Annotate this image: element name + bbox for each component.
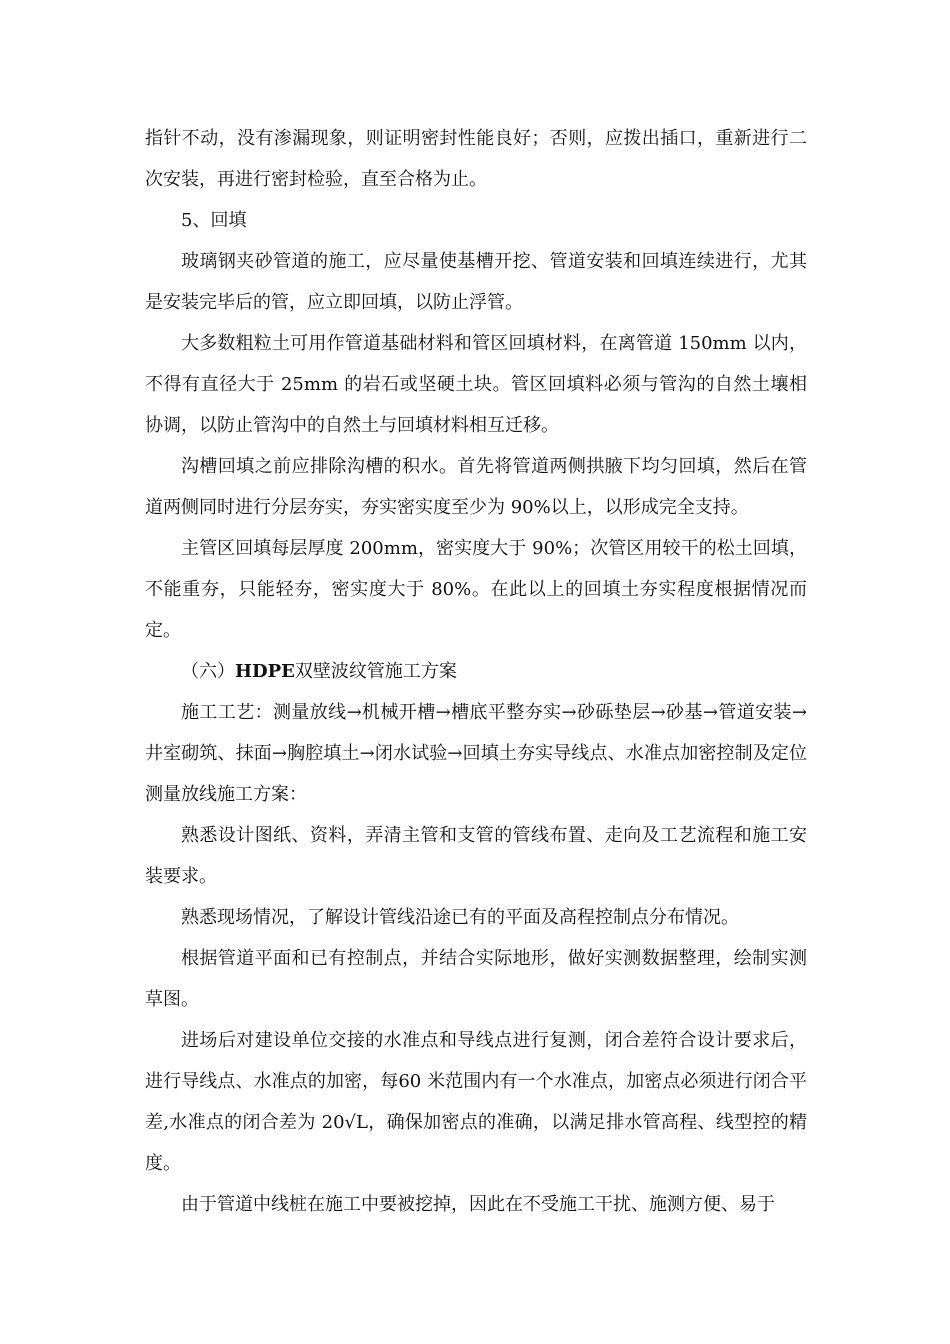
section-heading-backfill: 5、回填 [181,210,247,231]
heading-bold: HDPE [235,661,295,682]
paragraph-backfill-materials: 大多数粗粒土可用作管道基础材料和管区回填材料，在离管道 150mm 以内，不得有直径大于 25mm 的岩石或坚硬土块。管区回填料必须与管沟的自然土壤相协调，以防止管沟中的自然土与回填材料相互迁移。 [145,333,807,436]
paragraph-benchmark-recheck: 进场后对建设单位交接的水准点和导线点进行复测，闭合差符合设计要求后，进行导线点、水准点的加密，每60 米范围内有一个水准点，加密点必须进行闭合平差,水准点的闭合差为 20√L，确保加密点的准确，以满足排水管高程、线型控的精度。 [145,1030,807,1174]
paragraph-process-flow: 施工工艺：测量放线→机械开槽→槽底平整夯实→砂砾垫层→砂基→管道安装→井室砌筑、抹面→胸腔填土→闭水试验→回填土夯实导线点、水准点加密控制及定位测量放线施工方案： [145,702,807,805]
document-body [145,118,807,1225]
paragraph-centerline-stakes: 由于管道中线桩在施工中要被挖掉，因此在不受施工干扰、施测方便、易于 [181,1194,775,1215]
section-heading-hdpe [145,651,807,692]
paragraph-draft-sketch: 根据管道平面和已有控制点，并结合实际地形，做好实测数据整理，绘制实测草图。 [145,948,807,1010]
heading-suffix: 双壁波纹管施工方案 [294,661,457,682]
paragraph-seal-check: 指针不动，没有渗漏现象，则证明密封性能良好；否则，应拨出插口，重新进行二次安装，再进行密封检验，直至合格为止。 [145,128,807,190]
paragraph-compaction-layers: 主管区回填每层厚度 200mm，密实度大于 90%；次管区用较干的松土回填，不能重夯，只能轻夯，密实度大于 80%。在此以上的回填土夯实程度根据情况而定。 [145,538,807,641]
paragraph-site-survey: 熟悉现场情况，了解设计管线沿途已有的平面及高程控制点分布情况。 [181,907,739,928]
paragraph-backfill-continuous: 玻璃钢夹砂管道的施工，应尽量使基槽开挖、管道安装和回填连续进行，尤其是安装完毕后的管，应立即回填，以防止浮管。 [145,251,807,313]
heading-prefix: （六） [181,661,235,682]
paragraph-study-drawings: 熟悉设计图纸、资料，弄清主管和支管的管线布置、走向及工艺流程和施工安装要求。 [145,825,807,887]
paragraph-trench-drainage: 沟槽回填之前应排除沟槽的积水。首先将管道两侧拱腋下均匀回填，然后在管道两侧同时进行分层夯实，夯实密实度至少为 90%以上，以形成完全支持。 [145,456,807,518]
